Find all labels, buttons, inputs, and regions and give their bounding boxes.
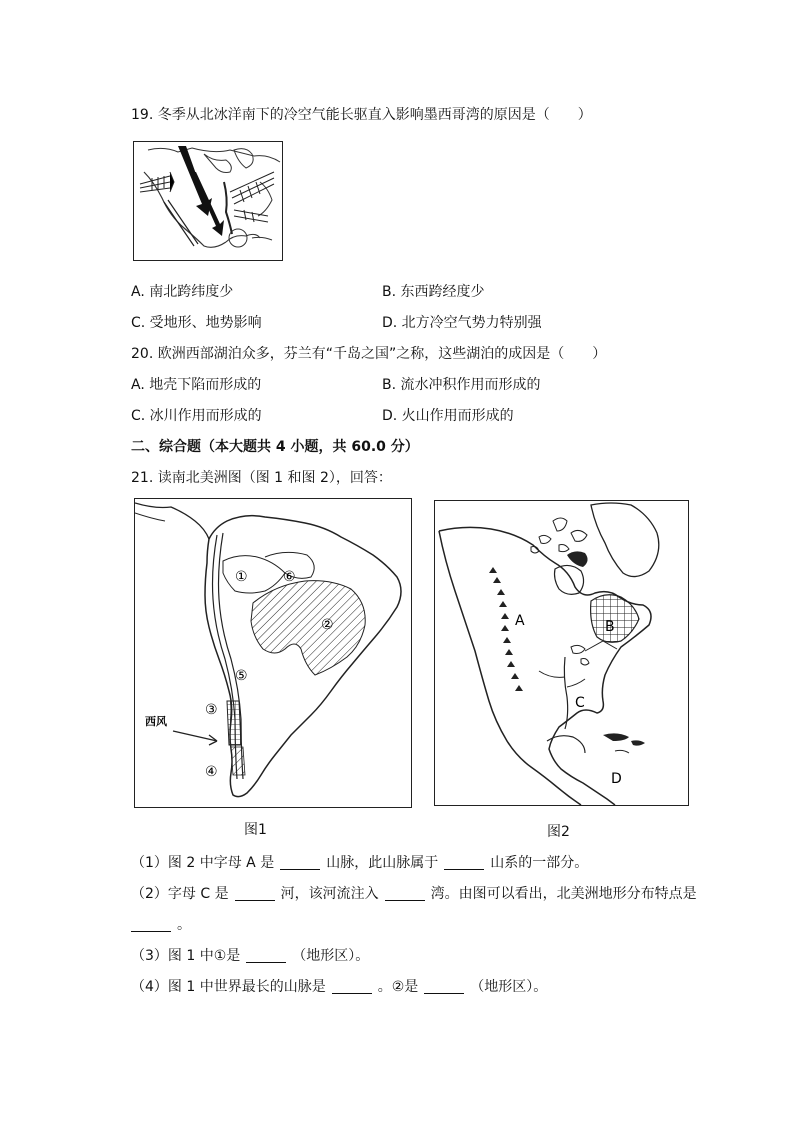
figure-1-south-america	[134, 498, 412, 808]
q20-option-c: C. 冰川作用而形成的	[131, 408, 262, 424]
q21-sub1	[131, 852, 588, 872]
answer-blank[interactable]	[131, 930, 171, 932]
q21-sub2-part-c: 湾。由图可以看出，北美洲地形分布特点是	[430, 886, 697, 902]
north-america-map	[435, 501, 688, 805]
fig1-label-1: ①	[235, 569, 248, 585]
fig1-label-6: ⑥	[283, 569, 296, 585]
q21-sub4-part-a: （4）图 1 中世界最长的山脉是	[131, 979, 326, 995]
q19-option-a: A. 南北跨纬度少	[131, 284, 234, 300]
answer-blank[interactable]	[235, 899, 275, 901]
figure-2-caption: 图2	[547, 824, 570, 840]
answer-blank[interactable]	[246, 961, 286, 963]
q19-option-b: B. 东西跨经度少	[382, 284, 485, 300]
q21-sub3-part-a: （3）图 1 中①是	[131, 948, 241, 964]
answer-blank[interactable]	[385, 899, 425, 901]
section-title: 二、综合题（本大题共 4 小题，共 60.0 分）	[131, 439, 419, 455]
answer-blank[interactable]	[280, 868, 320, 870]
q21-sub2-part-a: （2）字母 C 是	[131, 886, 229, 902]
q21-sub1-part-b: 山脉，此山脉属于	[326, 855, 439, 871]
q19-stem: 19. 冬季从北冰洋南下的冷空气能长驱直入影响墨西哥湾的原因是（ ）	[131, 107, 592, 123]
figure-1-caption: 图1	[244, 822, 267, 838]
q20-stem: 20. 欧洲西部湖泊众多，芬兰有“千岛之国”之称，这些湖泊的成因是（ ）	[131, 346, 607, 362]
q21-sub4	[131, 976, 547, 996]
fig2-label-a: A	[515, 613, 525, 629]
q21-sub2	[131, 883, 697, 903]
north-america-cold-air-map	[134, 142, 282, 260]
q21-sub3-part-b: （地形区）。	[292, 948, 370, 964]
figure-2-north-america	[434, 500, 689, 806]
answer-blank[interactable]	[332, 992, 372, 994]
fig2-label-d: D	[611, 771, 622, 787]
answer-blank[interactable]	[444, 868, 484, 870]
q21-stem: 21. 读南北美洲图（图 1 和图 2），回答：	[131, 470, 392, 486]
q21-sub2-part-b: 河，该河流注入	[280, 886, 379, 902]
fig1-label-2: ②	[321, 617, 334, 633]
q19-option-d: D. 北方冷空气势力特别强	[382, 315, 542, 331]
q21-sub2-part-d: 。	[177, 917, 191, 933]
fig1-label-5: ⑤	[235, 668, 248, 684]
q21-sub1-part-c: 山系的一部分。	[490, 855, 589, 871]
q20-option-b: B. 流水冲积作用而形成的	[382, 377, 541, 393]
q21-sub2-continued	[131, 914, 191, 934]
fig1-label-3: ③	[205, 702, 218, 718]
q20-option-d: D. 火山作用而形成的	[382, 408, 514, 424]
q21-sub4-part-c: （地形区）。	[470, 979, 548, 995]
q21-sub4-part-b: 。②是	[377, 979, 419, 995]
q21-sub3	[131, 945, 369, 965]
south-america-map	[135, 499, 411, 807]
q21-sub1-part-a: （1）图 2 中字母 A 是	[131, 855, 275, 871]
answer-blank[interactable]	[424, 992, 464, 994]
fig1-label-wind: 西风	[145, 715, 167, 728]
q20-option-a: A. 地壳下陷而形成的	[131, 377, 262, 393]
q19-option-c: C. 受地形、地势影响	[131, 315, 262, 331]
fig2-label-b: B	[605, 619, 615, 635]
fig2-label-c: C	[575, 695, 585, 711]
fig1-label-4: ④	[205, 764, 218, 780]
q19-map	[133, 141, 283, 261]
